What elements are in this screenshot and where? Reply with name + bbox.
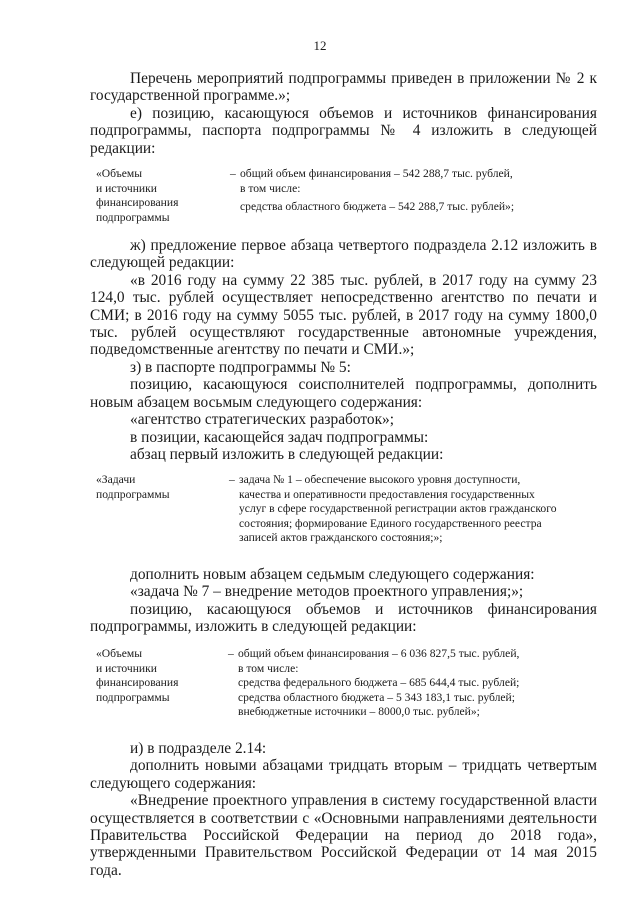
- table-value-line: в том числе:: [238, 661, 299, 675]
- table-dash: –: [230, 167, 236, 181]
- financing-table-subprogram-4: [96, 167, 597, 225]
- paragraph: позицию, касающуюся объемов и источников финансирования подпрограммы, изложить в следующей редакции:: [90, 600, 597, 636]
- paragraph: позицию, касающуюся соисполнителей подпрограммы, дополнить новым абзацем восьмым следующего содержания:: [90, 376, 597, 411]
- table-value-cell: [238, 647, 597, 720]
- table-value-line: услуг в сфере государственной регистрации актов гражданского: [239, 502, 557, 516]
- table-value-line: средства областного бюджета – 542 288,7 тыс. рублей»;: [240, 200, 515, 214]
- paragraph: ж) предложение первое абзаца четвертого подраздела 2.12 изложить в следующей редакции:: [90, 237, 597, 272]
- paragraph-group-c: [90, 566, 597, 636]
- paragraph: абзац первый изложить в следующей редакции:: [130, 445, 444, 463]
- paragraph: «Внедрение проектного управления в систему государственной власти осуществляется в соответствии с «Основными направлениями деятельности Правительства Российской Федерации на период до 2018 года», утвержденными Правительством Российской Федерации от 14 мая 2015 года.: [90, 792, 597, 879]
- paragraph: в позиции, касающейся задач подпрограммы:: [130, 428, 429, 446]
- table-label-line: подпрограммы: [96, 210, 170, 224]
- paragraph: дополнить новыми абзацами тридцать вторым – тридцать четвертым следующего содержания:: [90, 757, 597, 792]
- table-label-line: и источники: [96, 181, 157, 195]
- table-value-line: средства федерального бюджета – 685 644,4 тыс. рублей;: [238, 676, 520, 690]
- table-label-line: подпрограммы: [96, 690, 170, 704]
- table-value-line: средства областного бюджета – 5 343 183,1 тыс. рублей;: [238, 690, 515, 704]
- table-label-line: финансирования: [96, 196, 179, 210]
- table-label-cell: [96, 647, 216, 720]
- table-value-line: общий объем финансирования – 6 036 827,5 тыс. рублей,: [238, 647, 520, 661]
- paragraph: з) в паспорте подпрограммы № 5:: [130, 358, 351, 376]
- table-label-line: и источники: [96, 661, 157, 675]
- table-dash: –: [229, 473, 235, 487]
- paragraph: е) позицию, касающуюся объемов и источников финансирования подпрограммы, паспорта подпрограммы № 4 изложить в следующей редакции:: [90, 104, 597, 157]
- tasks-table-subprogram-5: [96, 473, 597, 546]
- paragraph: Перечень мероприятий подпрограммы приведен в приложении № 2 к государственной программе.»;: [90, 70, 597, 105]
- document-body: [90, 70, 597, 879]
- table-label-line: «Объемы: [96, 167, 143, 181]
- table-label-cell: [96, 167, 218, 225]
- table-label-cell: [96, 473, 217, 546]
- table-value-cell: [239, 473, 581, 546]
- paragraph-group-d: [90, 740, 597, 879]
- table-value-line: состояния; формирование Единого государственного реестра: [239, 516, 542, 530]
- paragraph-group-b: [90, 237, 597, 463]
- paragraph-group-a: [90, 70, 597, 157]
- table-value-cell: [240, 167, 597, 225]
- table-value-line: в том числе:: [240, 181, 301, 195]
- table-value-line: внебюджетные источники – 8000,0 тыс. рублей»;: [238, 705, 480, 719]
- paragraph: дополнить новым абзацем седьмым следующего содержания:: [130, 565, 535, 583]
- table-value-line: общий объем финансирования – 542 288,7 тыс. рублей,: [240, 167, 513, 181]
- table-label-line: финансирования: [96, 676, 179, 690]
- financing-table-subprogram-5: [96, 647, 597, 720]
- paragraph: «в 2016 году на сумму 22 385 тыс. рублей, в 2017 году на сумму 23 124,0 тыс. рублей осуществляет непосредственно агентство по печати и СМИ; в 2016 году на сумму 5055 тыс. рублей, в 2017 году на сумму 1800,0 тыс. рублей осуществляют государственные автономные учреждения, подведомственные агентству по печати и СМИ.»;: [90, 271, 597, 359]
- page-number: 12: [313, 38, 327, 53]
- table-dash: –: [228, 647, 234, 661]
- table-value-line: качества и оперативности предоставления государственных: [239, 487, 535, 501]
- table-value-line: задача № 1 – обеспечение высокого уровня доступности,: [239, 473, 521, 487]
- paragraph: и) в подразделе 2.14:: [130, 739, 267, 757]
- table-value-line: записей актов гражданского состояния;»;: [239, 531, 443, 545]
- paragraph: «задача № 7 – внедрение методов проектного управления;»;: [130, 583, 524, 601]
- table-label-line: «Объемы: [96, 647, 143, 661]
- table-label-line: подпрограммы: [96, 487, 170, 501]
- table-label-line: «Задачи: [96, 473, 136, 487]
- paragraph: «агентство стратегических разработок»;: [130, 411, 395, 429]
